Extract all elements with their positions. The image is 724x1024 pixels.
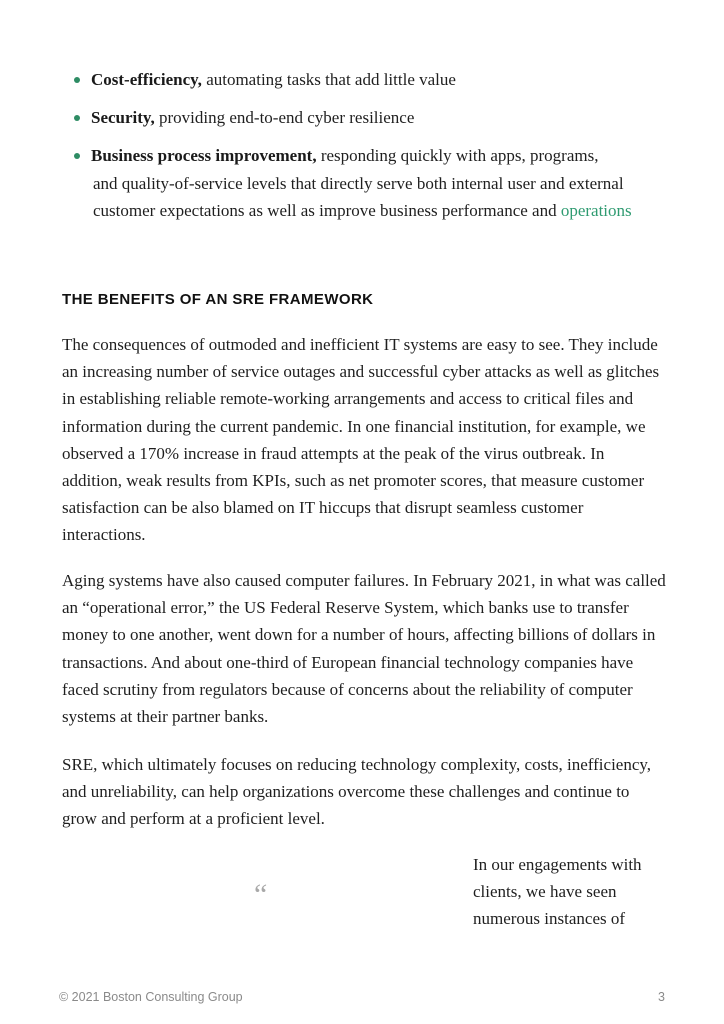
benefit-bullet-list	[74, 66, 674, 235]
bullet-bold-label: Business process improvement,	[91, 146, 317, 166]
body-paragraph-2: Aging systems have also caused computer failures. In February 2021, in what was called an “operational error,” the US Federal Reserve System, which banks use to transfer money to one another, went down for a number of hours, affecting billions of dollars in transactions. And about one-third of European financial technology companies have faced scrutiny from regulators because of concerns about the reliability of computer systems at their partner banks.	[62, 571, 666, 727]
bullet-bold-label: Cost-efficiency,	[91, 70, 202, 89]
bullet-security	[74, 104, 674, 131]
page-number: 3	[658, 990, 665, 1004]
bullet-text: automating tasks that add little value	[201, 70, 456, 89]
bullet-cost-efficiency	[74, 66, 674, 93]
bullet-bold-label: Security,	[91, 108, 155, 128]
pull-quote-text: In our engagements with clients, we have seen numerous instances of	[473, 855, 642, 929]
bullet-dot-icon	[74, 77, 80, 83]
bullet-business-process	[74, 142, 674, 224]
section-heading: THE BENEFITS OF AN SRE FRAMEWORK	[62, 291, 374, 308]
bullet-text: providing end-to-end cyber resilience	[154, 108, 415, 128]
body-paragraph-1: The consequences of outmoded and inefficient IT systems are easy to see. They include an increasing number of service outages and successful cyber attacks as well as glitches in establishing reliable remote-working arrangements and access to critical files and information during the current pandemic. In one financial institution, for example, we observed a 170% increase in fraud attempts at the peak of the virus outbreak. In addition, weak results from KPIs, such as net promoter scores, that measure customer satisfaction can be also blamed on IT hiccups that disrupt seamless customer interactions.	[62, 335, 660, 545]
bullet-dot-icon	[74, 153, 80, 159]
bullet-dot-icon	[74, 115, 80, 121]
quote-mark-icon: “	[254, 878, 268, 911]
operations-link[interactable]: operations	[560, 200, 632, 220]
bullet-continuation	[91, 170, 674, 224]
body-paragraph-3: SRE, which ultimately focuses on reducing technology complexity, costs, inefficiency, and unreliability, can help organizations overcome these challenges and continue to grow and perform at a proficient level.	[62, 755, 652, 829]
bullet-text: responding quickly with apps, programs,	[316, 146, 599, 166]
bullet-continuation-text: and quality-of-service levels that directly serve both internal user and external customer expectations as well as improve business performance and	[93, 173, 624, 220]
footer-copyright: © 2021 Boston Consulting Group	[59, 990, 243, 1004]
